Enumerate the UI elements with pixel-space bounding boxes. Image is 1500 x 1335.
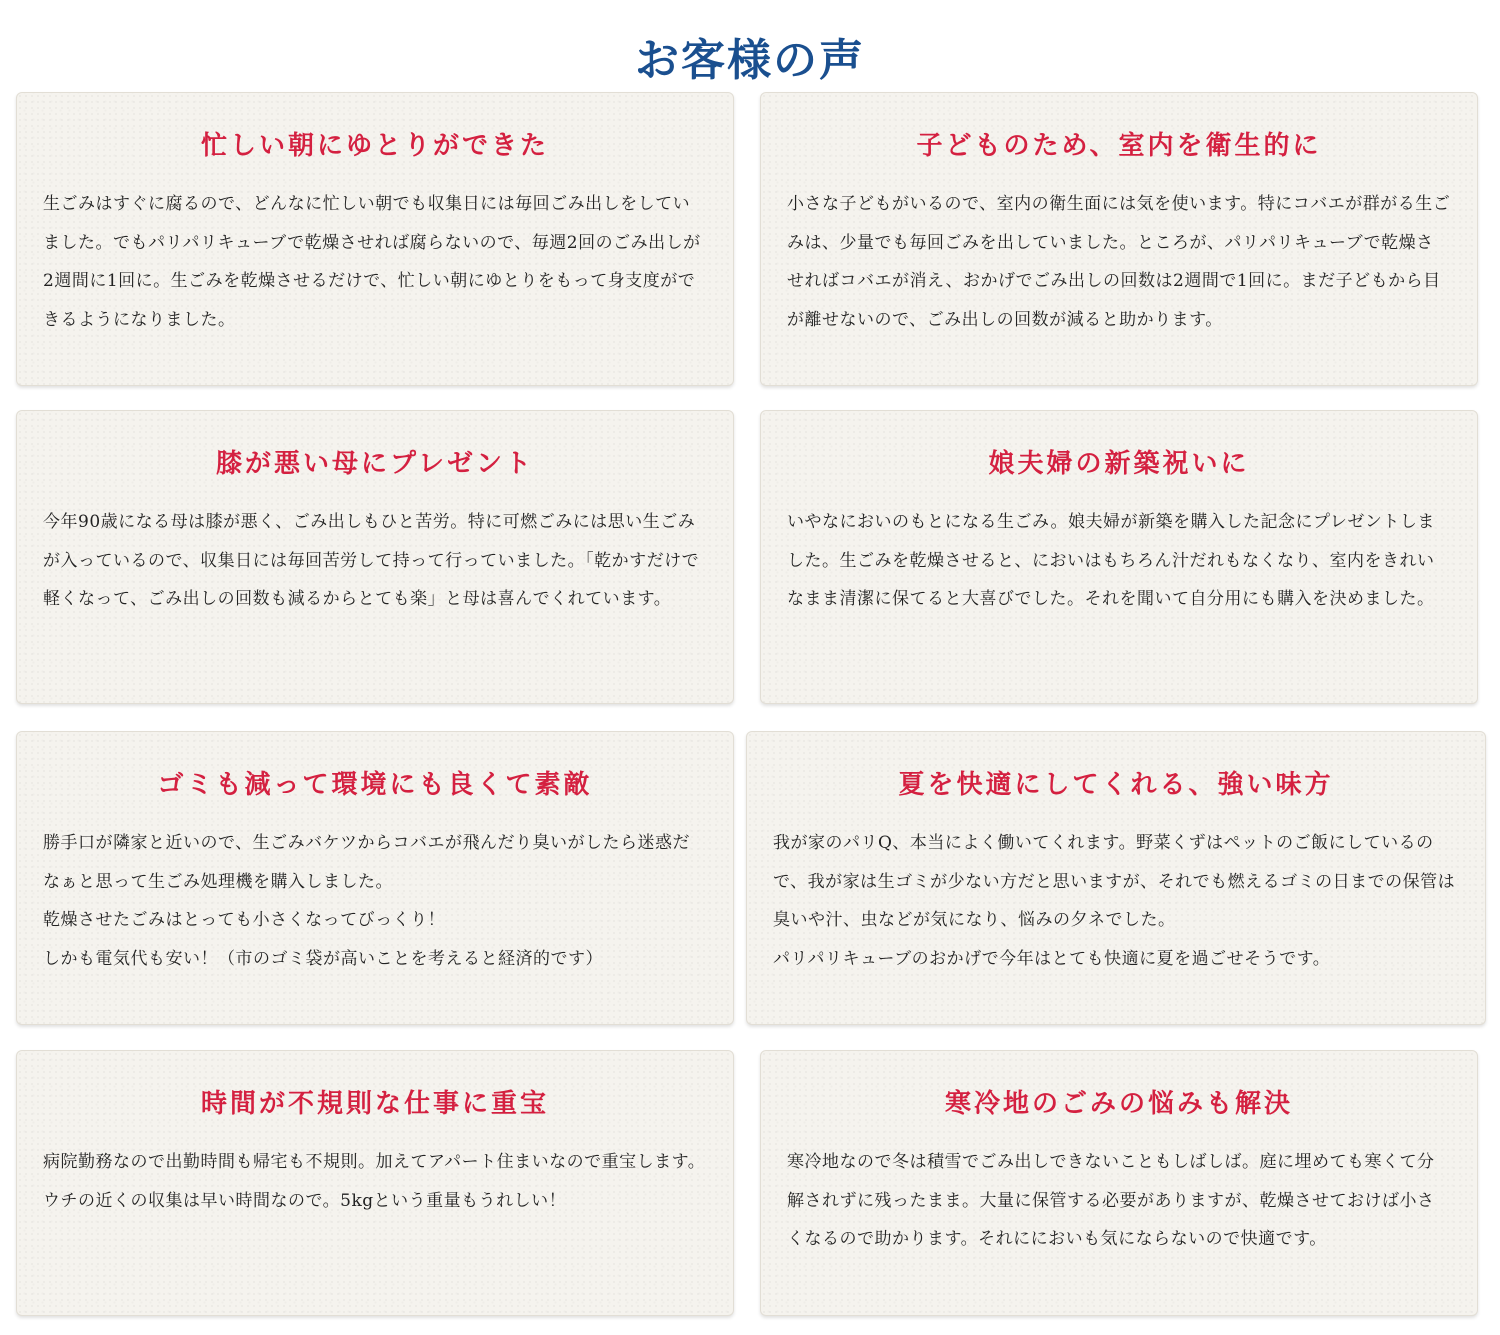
testimonial-card (16, 410, 734, 704)
page-title: お客様の声 (635, 35, 865, 87)
testimonial-card (16, 731, 734, 1025)
testimonial-title: 寒冷地のごみの悩みも解決 (944, 1089, 1293, 1119)
testimonial-card (760, 1050, 1478, 1316)
testimonial-title: 娘夫婦の新築祝いに (988, 449, 1250, 479)
testimonial-title: 時間が不規則な仕事に重宝 (200, 1089, 549, 1119)
testimonial-card (746, 731, 1486, 1025)
testimonial-body: いやなにおいのもとになる生ごみ。娘夫婦が新築を購入した記念にプレゼントしました。生ごみを乾燥させると、においはもちろん汁だれもなくなり、室内をきれいなまま清潔に保てると大喜びでした。それを聞いて自分用にも購入を決めました。 (787, 512, 1435, 609)
testimonial-body: 小さな子どもがいるので、室内の衛生面には気を使います。特にコバエが群がる生ごみは、少量でも毎回ごみを出していました。ところが、パリパリキューブで乾燥させればコバエが消え、おかげでごみ出しの回数は2週間で1回に。まだ子どもから目が離せないので、ごみ出しの回数が減ると助かります。 (787, 194, 1451, 330)
testimonial-title: 子どものため、室内を衛生的に (916, 131, 1322, 161)
testimonial-body: 今年90歳になる母は膝が悪く、ごみ出しもひと苦労。特に可燃ごみには思い生ごみが入っているので、収集日には毎回苦労して持って行っていました。「乾かすだけで軽くなって、ごみ出しの回数も減るからとても楽」と母は喜んでくれています。 (43, 512, 700, 609)
testimonial-body: 寒冷地なので冬は積雪でごみ出しできないこともしばしば。庭に埋めても寒くて分解されずに残ったまま。大量に保管する必要がありますが、乾燥させておけば小さくなるので助かります。それににおいも気にならないので快適です。 (787, 1152, 1435, 1249)
testimonial-body: 病院勤務なので出勤時間も帰宅も不規則。加えてアパート住まいなので重宝します。ウチの近くの収集は早い時間なので。5kgという重量もうれしい！ (43, 1152, 706, 1211)
testimonial-body: 我が家のパリQ、本当によく働いてくれます。野菜くずはペットのご飯にしているので、我が家は生ゴミが少ない方だと思いますが、それでも燃えるゴミの日までの保管は臭いや汁、虫などが気になり、悩みの夕ネでした。 パリパリキューブのおかげで今年はとても快適に夏を過ごせそうです。 (773, 833, 1456, 969)
testimonial-card (16, 92, 734, 386)
testimonial-title: 膝が悪い母にプレゼント (216, 449, 534, 479)
testimonial-body: 勝手口が隣家と近いので、生ごみバケツからコバエが飛んだり臭いがしたら迷惑だなぁと思って生ごみ処理機を購入しました。 乾燥させたごみはとっても小さくなってびっくり！ しかも電気代も安い！（市のゴミ袋が高いことを考えると経済的です） (43, 833, 690, 969)
testimonial-card (760, 410, 1478, 704)
testimonial-title: 忙しい朝にゆとりができた (200, 131, 549, 161)
testimonial-title: ゴミも減って環境にも良くて素敵 (157, 770, 593, 800)
testimonial-title: 夏を快適にしてくれる、強い味方 (898, 770, 1334, 800)
testimonial-card (760, 92, 1478, 386)
testimonial-body: 生ごみはすぐに腐るので、どんなに忙しい朝でも収集日には毎回ごみ出しをしていました。でもパリパリキューブで乾燥させれば腐らないので、毎週2回のごみ出しが2週間に1回に。生ごみを乾燥させるだけで、忙しい朝にゆとりをもって身支度ができるようになりました。 (43, 194, 701, 330)
testimonial-card (16, 1050, 734, 1316)
